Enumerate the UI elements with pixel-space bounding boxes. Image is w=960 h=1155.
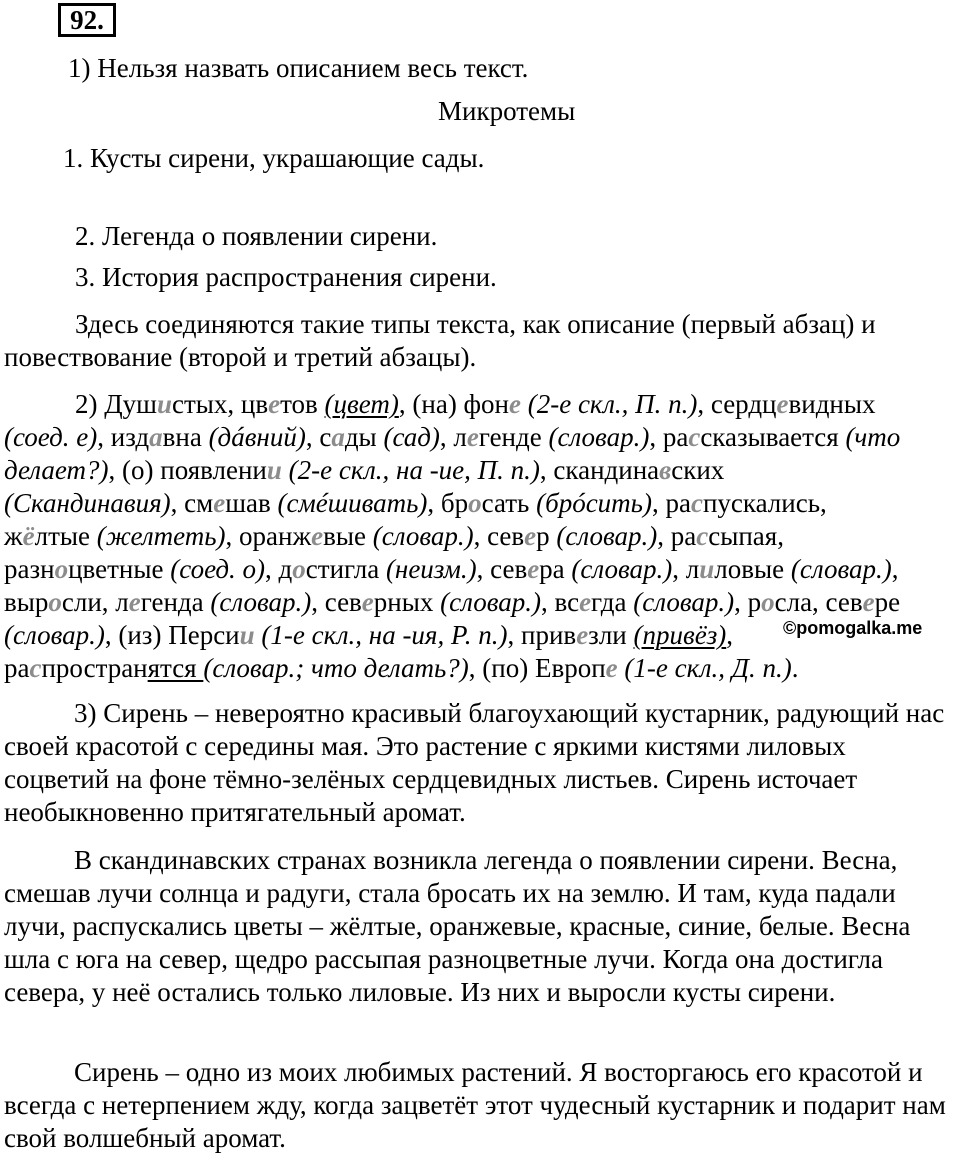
text-types-line-1: Здесь соединяются такие типы текста, как описание (первый абзац) и <box>75 309 876 339</box>
microtopics-heading: Микротемы <box>438 96 576 126</box>
analysis-line-5: жёлтые (желтеть), оранжевые (словар.), север (словар.), рассыпая, <box>4 521 784 551</box>
text-types-line-2: повествование (второй и третий абзацы). <box>4 342 477 372</box>
composition-paragraph-2: В скандинавских странах возникла легенда о появлении сирени. Весна, смешав лучи солнца и радуги, стала бросать их на землю. И там, куда падали лучи, распускались цветы – жёлтые, оранжевые, красные, синие, белые. Весна шла с юга на север, щедро рассыпая разноцветные лучи. Когда она достигла севера, у неё остались только лиловые. Из них и выросли кусты сирени. <box>4 845 911 1007</box>
analysis-line-4: (Скандинавия), смешав (смéшивать), бросать (брóсить), распускались, <box>4 488 827 518</box>
analysis-line-7: выросли, легенда (словар.), северных (словар.), всегда (словар.), росла, севере <box>4 587 901 617</box>
microtopic-1: 1. Кусты сирени, украшающие сады. <box>63 143 485 173</box>
analysis-line-3: делает?), (о) появлении (2-е скл., на -ие, П. п.), скандинавских <box>4 455 725 485</box>
microtopic-3: 3. История распространения сирени. <box>75 262 497 292</box>
analysis-line-9: распространятся (словар.; что делать?), (по) Европе (1-е скл., Д. п.). <box>4 653 799 683</box>
composition-paragraph-1: 3) Сирень – невероятно красивый благоухающий кустарник, радующий нас своей красотой с середины мая. Это растение с яркими кистями лиловых соцветий на фоне тёмно-зелёных сердцевидных листьев. Сирень источает необыкновенно притягательный аромат. <box>4 698 945 827</box>
exercise-number: 92. <box>58 3 116 37</box>
watermark: ©pomogalka.me <box>783 618 923 638</box>
analysis-line-6: разноцветные (соед. о), достигла (неизм.), севера (словар.), лиловые (словар.), <box>4 554 899 584</box>
composition-paragraph-3: Сирень – одно из моих любимых растений. Я восторгаюсь его красотой и всегда с нетерпением жду, когда зацветёт этот чудесный кустарник и подарит нам свой волшебный аромат. <box>4 1057 946 1153</box>
analysis-line-2: (соед. е), издавна (дáвний), сады (сад), легенде (словар.), рассказывается (что <box>4 422 901 452</box>
microtopic-2: 2. Легенда о появлении сирени. <box>75 221 438 251</box>
analysis-line-8: (словар.), (из) Персии (1-е скл., на -ия, Р. п.), привезли (привёз), <box>4 620 733 650</box>
analysis-line-1: 2) Душистых, цветов (цвет), (на) фоне (2-е скл., П. п.), сердцевидных <box>75 389 876 419</box>
part1-answer: 1) Нельзя назвать описанием весь текст. <box>68 53 529 83</box>
